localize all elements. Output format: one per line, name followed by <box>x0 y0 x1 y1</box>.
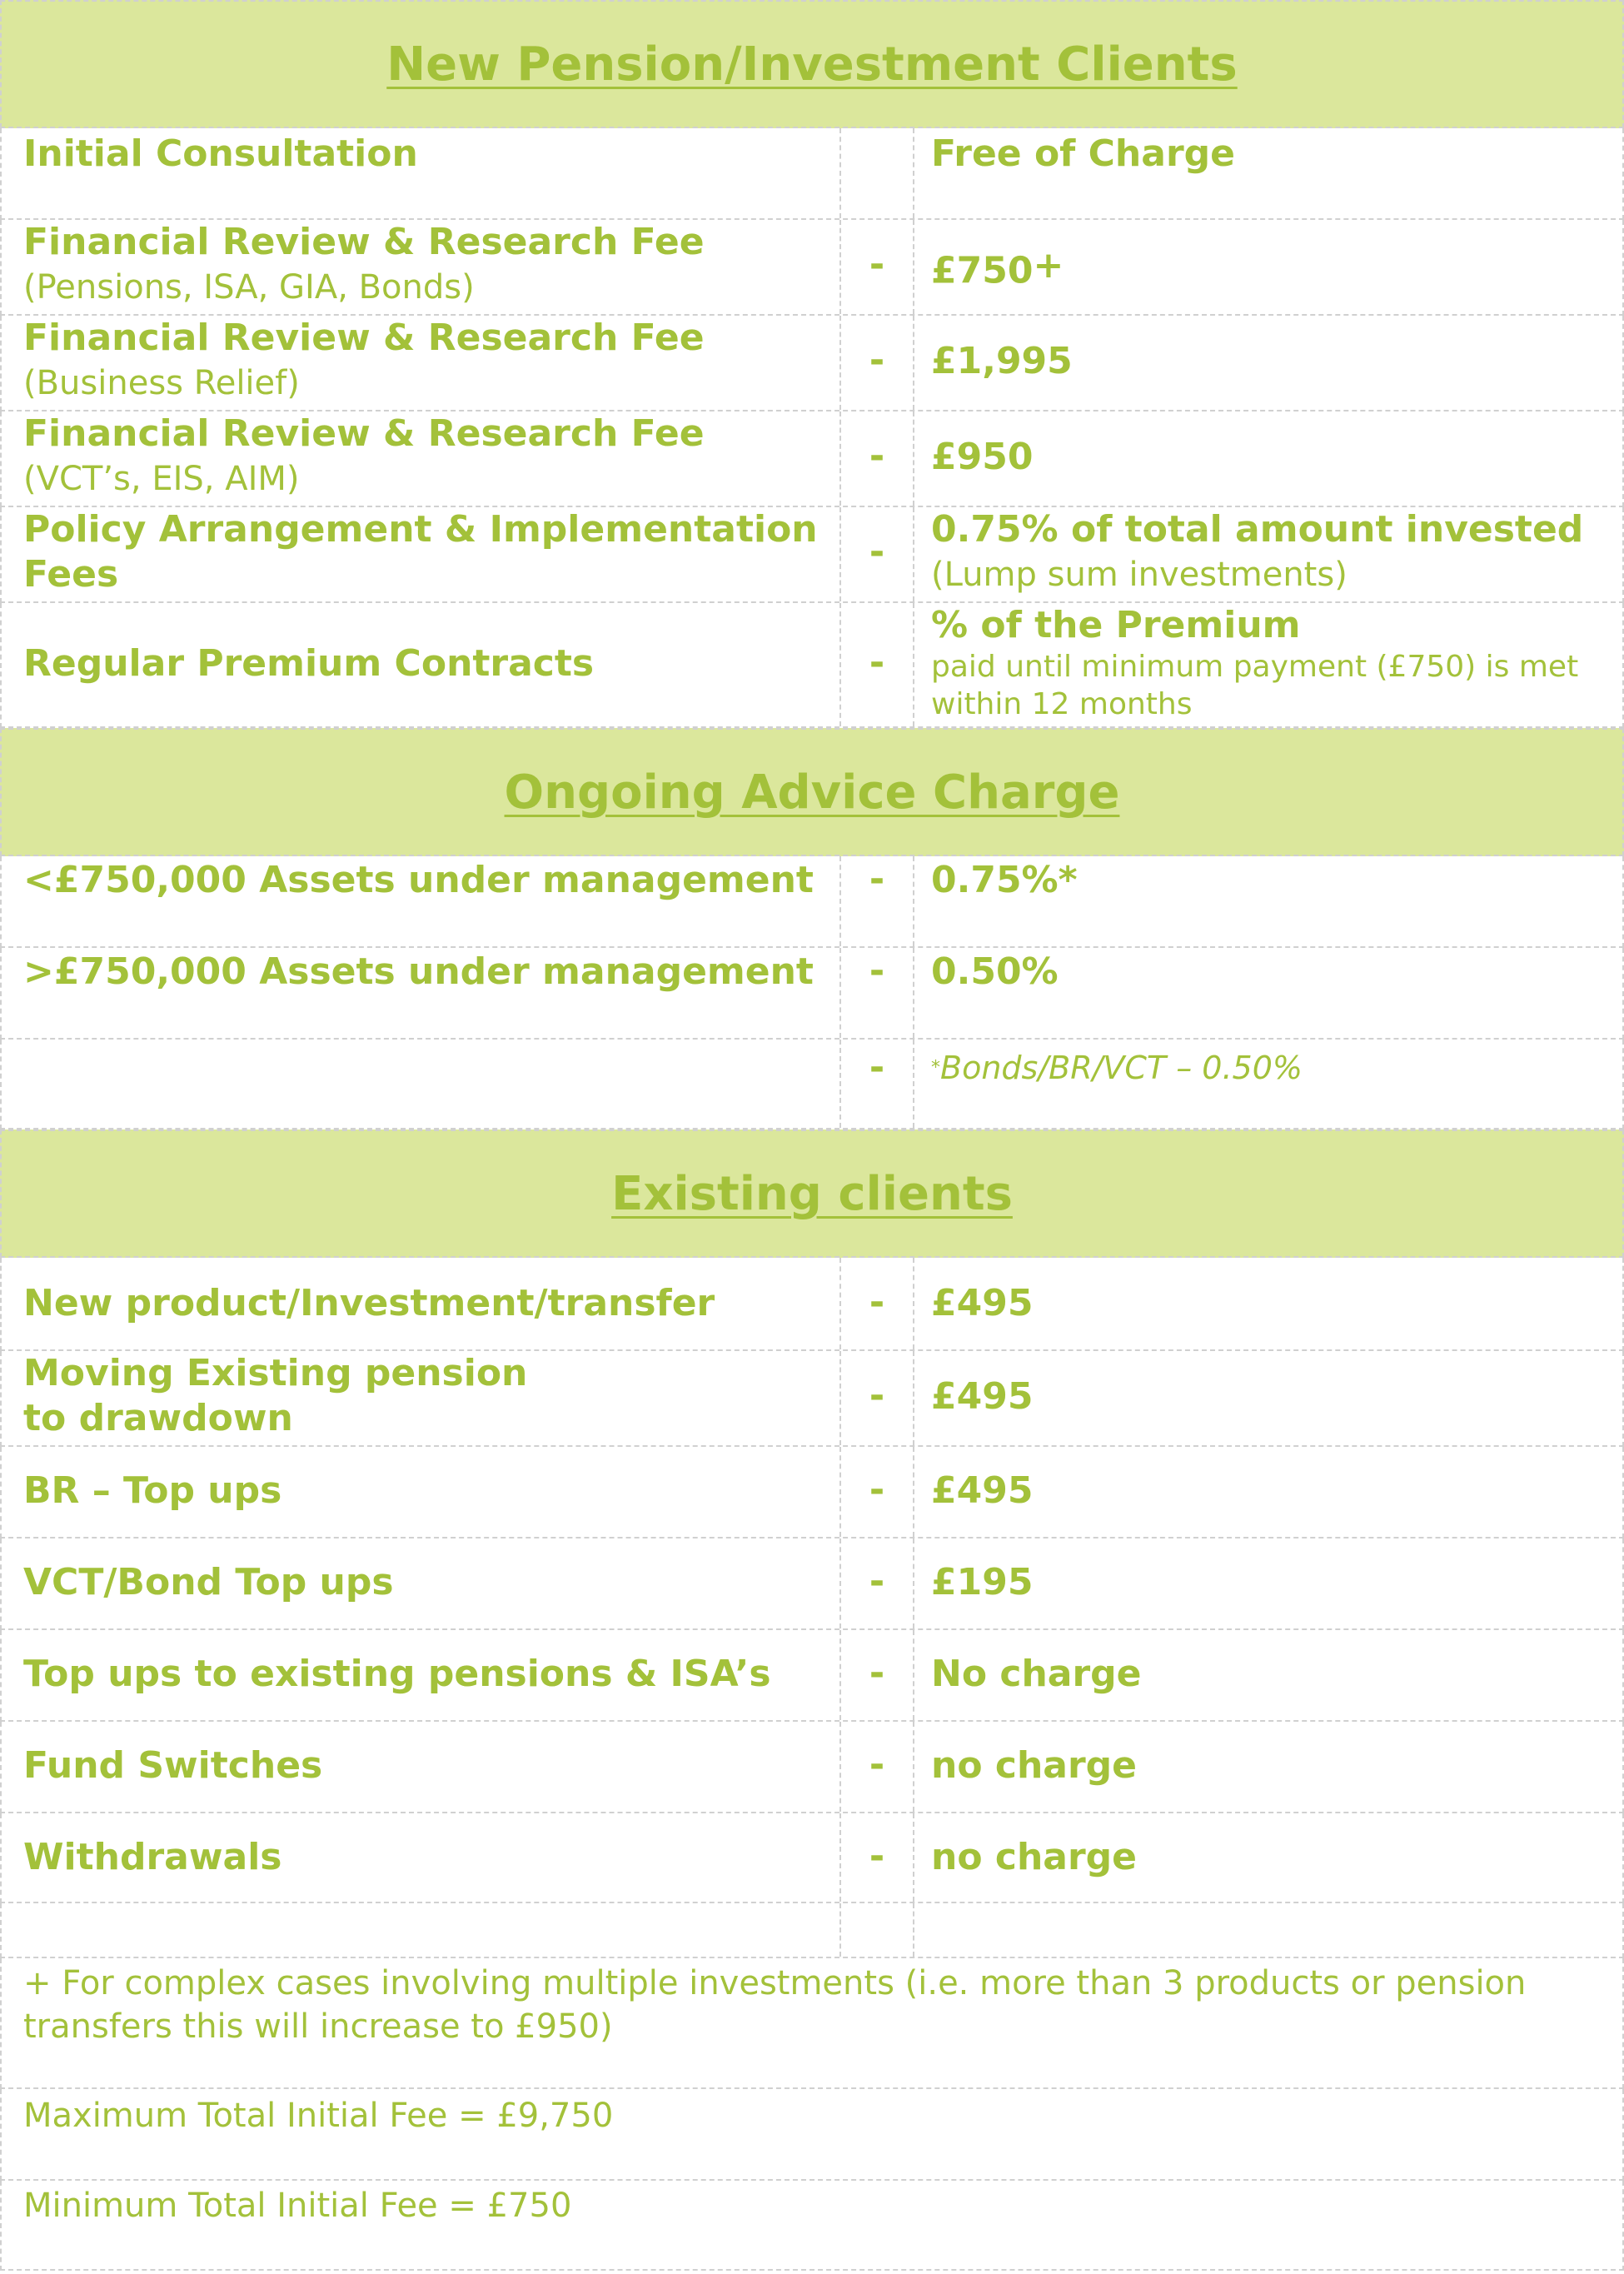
note-text: Minimum Total Initial Fee = £750 <box>23 2187 572 2225</box>
row-value-cell <box>914 1258 1622 1349</box>
row-label: Moving Existing pension <box>23 1352 528 1394</box>
row-dash-cell <box>839 220 914 314</box>
row-label-cell <box>2 1040 839 1128</box>
row-label: Financial Review & Research Fee <box>23 221 705 263</box>
empty-row <box>0 1903 1624 1958</box>
row-value: £195 <box>931 1561 1034 1603</box>
dagger-mark: + <box>1033 244 1064 287</box>
row-value: £495 <box>931 1375 1034 1418</box>
row-dash-cell <box>839 1630 914 1720</box>
row-label: New product/Investment/transfer <box>23 1282 715 1324</box>
row-dash: - <box>869 531 885 573</box>
row-value-cell <box>914 316 1622 410</box>
table-row <box>0 1538 1624 1630</box>
row-dash-cell <box>839 1538 914 1628</box>
row-value: Free of Charge <box>931 132 1235 175</box>
row-label-cell <box>2 316 839 410</box>
row-dash-cell <box>839 1351 914 1445</box>
row-value-cell <box>914 1903 1622 1957</box>
row-label: Policy Arrangement & Implementation Fees <box>23 508 818 596</box>
row-label: Top ups to existing pensions & ISA’s <box>23 1653 771 1695</box>
row-label: VCT/Bond Top ups <box>23 1561 394 1603</box>
row-value: £1,995 <box>931 340 1073 382</box>
row-label-cell <box>2 507 839 601</box>
row-value-cell <box>914 1722 1622 1812</box>
row-label-cell <box>2 1258 839 1349</box>
note-text: Maximum Total Initial Fee = £9,750 <box>23 2097 614 2135</box>
row-dash-cell <box>839 128 914 218</box>
row-value: 0.75%* <box>931 859 1078 901</box>
section-title: Ongoing Advice Charge <box>504 765 1120 820</box>
row-dash: - <box>869 1560 885 1603</box>
row-dash-cell <box>839 411 914 506</box>
row-value-cell <box>914 1538 1622 1628</box>
row-dash: - <box>869 641 885 684</box>
table-row <box>0 1258 1624 1351</box>
row-dash-cell <box>839 948 914 1038</box>
row-dash: - <box>869 1046 885 1089</box>
row-label-cell <box>2 603 839 726</box>
row-value-sub: paid until minimum payment (£750) is met within 12 months <box>931 650 1579 721</box>
row-value-cell <box>914 1813 1622 1902</box>
row-value-cell <box>914 603 1622 726</box>
row-value: £495 <box>931 1282 1034 1324</box>
row-dash: - <box>869 1652 885 1694</box>
max-fee-note <box>0 2089 1624 2181</box>
row-value-cell <box>914 1447 1622 1537</box>
table-row <box>0 1040 1624 1130</box>
row-dash: - <box>869 1281 885 1324</box>
table-row <box>0 1351 1624 1447</box>
row-value: % of the Premium <box>931 604 1301 646</box>
section-header-existing <box>0 1130 1624 1258</box>
row-dash-cell <box>839 1722 914 1812</box>
row-label-cell <box>2 856 839 946</box>
table-row <box>0 316 1624 411</box>
row-label-cell <box>2 1447 839 1537</box>
row-value: no charge <box>931 1744 1138 1787</box>
table-row <box>0 1447 1624 1538</box>
row-value-cell <box>914 128 1622 218</box>
row-label-cell <box>2 1538 839 1628</box>
table-row <box>0 856 1624 948</box>
row-label: Regular Premium Contracts <box>23 642 595 685</box>
min-fee-note <box>0 2181 1624 2271</box>
section-header-new-clients <box>0 0 1624 128</box>
row-dash: - <box>869 1743 885 1786</box>
row-value-cell <box>914 1351 1622 1445</box>
row-value-cell <box>914 1630 1622 1720</box>
row-label-cell <box>2 411 839 506</box>
row-value: no charge <box>931 1836 1138 1878</box>
table-row <box>0 1722 1624 1813</box>
section-title: Existing clients <box>611 1166 1013 1221</box>
row-label-cell <box>2 1351 839 1445</box>
row-label: Financial Review & Research Fee <box>23 317 705 359</box>
row-label-cell <box>2 1903 839 1957</box>
row-label-cell <box>2 1630 839 1720</box>
row-dash-cell <box>839 856 914 946</box>
row-label-cell <box>2 128 839 218</box>
row-label: <£750,000 Assets under management <box>23 859 814 901</box>
row-sublabel: (Pensions, ISA, GIA, Bonds) <box>23 268 475 307</box>
row-sublabel: (VCT’s, EIS, AIM) <box>23 460 300 498</box>
row-value: No charge <box>931 1653 1142 1695</box>
row-dash: - <box>869 1835 885 1878</box>
row-value: 0.75% of total amount invested <box>931 508 1584 551</box>
table-row <box>0 948 1624 1040</box>
table-row <box>0 220 1624 316</box>
row-value: 0.50% <box>931 950 1059 993</box>
section-header-ongoing <box>0 728 1624 856</box>
row-label: Financial Review & Research Fee <box>23 412 705 455</box>
table-row <box>0 507 1624 603</box>
row-value: £495 <box>931 1469 1034 1512</box>
row-dash-cell <box>839 1903 914 1957</box>
table-row <box>0 411 1624 507</box>
row-value: Bonds/BR/VCT – 0.50% <box>940 1050 1303 1086</box>
row-label-cell <box>2 1722 839 1812</box>
row-dash-cell <box>839 1040 914 1128</box>
row-value-cell <box>914 411 1622 506</box>
row-dash-cell <box>839 507 914 601</box>
row-label: BR – Top ups <box>23 1469 282 1512</box>
table-row <box>0 128 1624 220</box>
row-label: Withdrawals <box>23 1836 282 1878</box>
row-value-cell <box>914 856 1622 946</box>
row-label-cell <box>2 1813 839 1902</box>
row-dash: - <box>869 858 885 900</box>
table-row <box>0 603 1624 728</box>
row-dash: - <box>869 243 885 286</box>
row-label-cell <box>2 948 839 1038</box>
row-value-cell <box>914 220 1622 314</box>
row-value-cell <box>914 948 1622 1038</box>
row-value: £750 <box>931 249 1034 292</box>
row-dash-cell <box>839 1813 914 1902</box>
row-label-line2: to drawdown <box>23 1397 293 1439</box>
row-label: Initial Consultation <box>23 132 418 175</box>
row-dash: - <box>869 339 885 381</box>
row-value-cell <box>914 507 1622 601</box>
row-dash: - <box>869 1469 885 1511</box>
row-dash-cell <box>839 1258 914 1349</box>
row-dash: - <box>869 950 885 992</box>
row-dash-cell <box>839 603 914 726</box>
section-title: New Pension/Investment Clients <box>386 37 1238 92</box>
asterisk-mark: * <box>931 1057 940 1079</box>
row-sublabel: (Business Relief) <box>23 364 300 402</box>
row-value-cell <box>914 1040 1622 1128</box>
row-label: >£750,000 Assets under management <box>23 950 814 993</box>
table-row <box>0 1813 1624 1903</box>
row-value: £950 <box>931 436 1034 478</box>
table-row <box>0 1630 1624 1722</box>
row-dash-cell <box>839 316 914 410</box>
complex-cases-note <box>0 1958 1624 2089</box>
row-value-sub: (Lump sum investments) <box>931 556 1348 594</box>
row-dash-cell <box>839 1447 914 1537</box>
note-text: + For complex cases involving multiple investments (i.e. more than 3 products or pension transfers this will increase to £950) <box>23 1964 1527 2046</box>
row-dash: - <box>869 435 885 477</box>
row-label: Fund Switches <box>23 1744 323 1787</box>
row-dash: - <box>869 1374 885 1417</box>
row-label-cell <box>2 220 839 314</box>
